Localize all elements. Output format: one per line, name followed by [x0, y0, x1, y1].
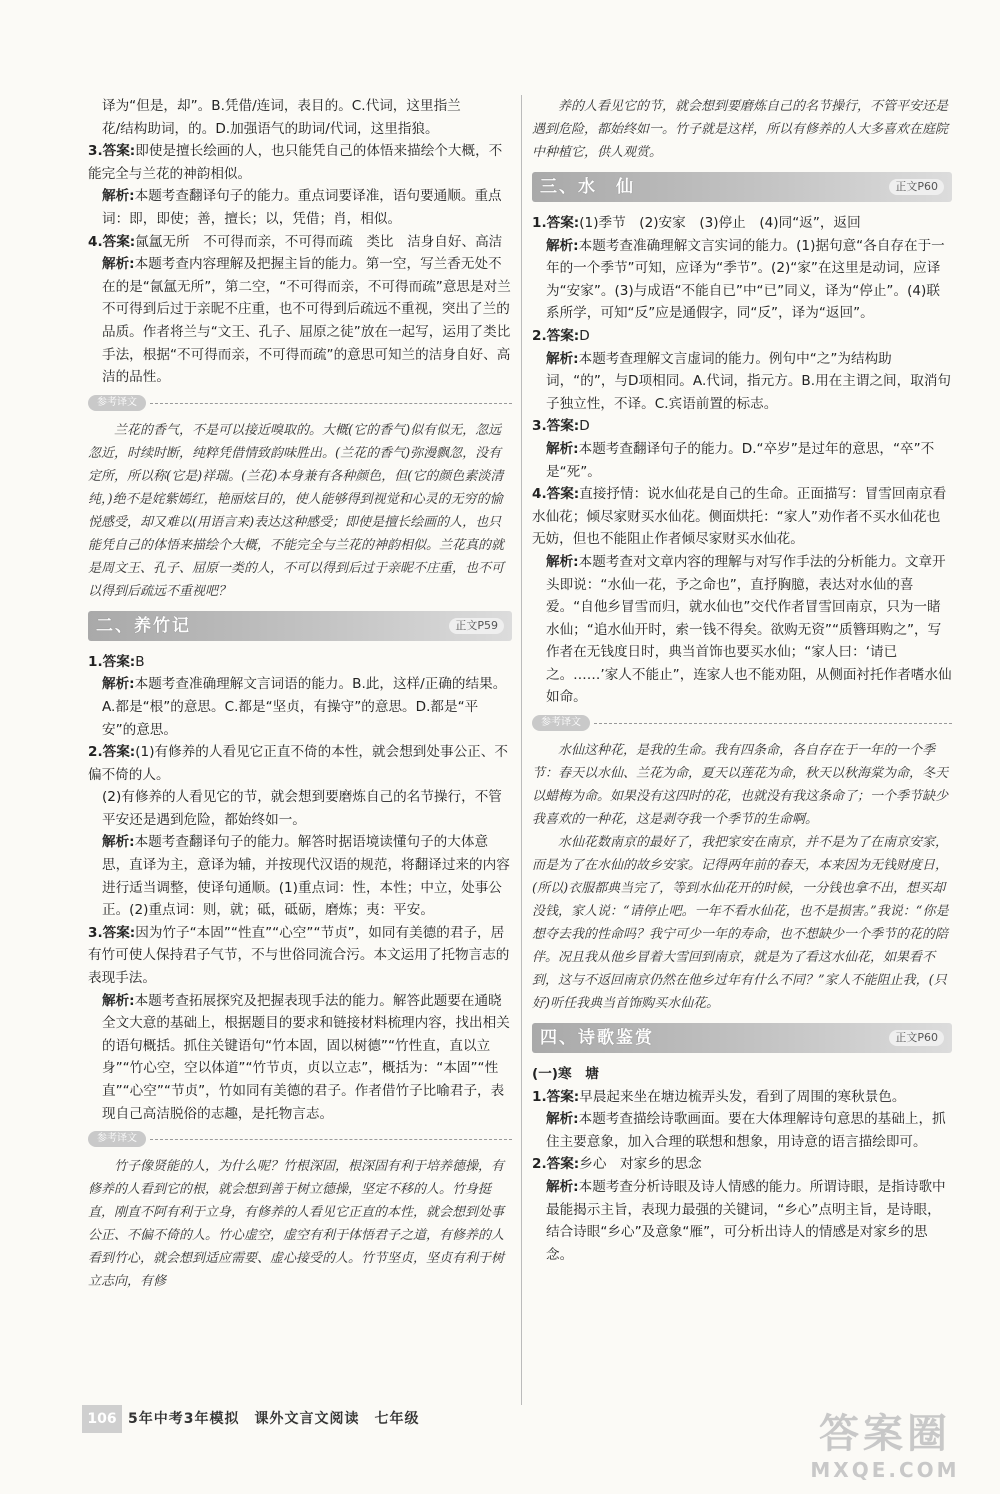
watermark-url: MXQE.COM	[810, 1458, 960, 1482]
s3-question-3: 3.答案:D	[532, 418, 590, 435]
s3-question-1: 1.答案:(1)季节 (2)安家 (3)停止 (4)同“返”，返回	[532, 215, 861, 231]
left-column	[88, 95, 512, 1293]
translation-text-2: 竹子像贤能的人，为什么呢？竹根深固，根深固有利于培养德操，有修养的人看到它的根，就会想到善于树立德操，坚定不移的人。竹身挺直，刚直不阿有利于立身，有修养的人看见它正直的本性，就会想到处事公正、不偏不倚的人。竹心虚空，虚空有利于体悟君子之道，有修养的人看到竹心，就会想到适应需要、虚心接受的人。竹节坚贞，坚贞有利于树立志向，有修	[88, 1159, 505, 1290]
section-title: 四、诗歌鉴赏	[540, 1028, 654, 1049]
analysis-4: 解析:本题考查内容理解及把握主旨的能力。第一空，写兰香无处不在的是“氤氲无所”，第二空，“不可得而亲，不可得而疏”意思是对兰不可得到后过于亲昵不庄重，也不可得到后疏远不重视，突出了兰的品质。作者将兰与“文王、孔子、屈原之徒”放在一起写，运用了类比手法，根据“不可得而亲，不可得而疏”的意思可知兰的洁身自好、高洁的品性。	[102, 256, 511, 386]
s3-analysis-3: 解析:本题考查翻译句子的能力。D.“卒岁”是过年的意思，“卒”不是“死”。	[546, 440, 935, 480]
s2-analysis-3: 解析:本题考查拓展探究及把握表现手法的能力。解答此题要在通晓全文大意的基础上，根据题目的要求和链接材料梳理内容，找出相关的语句概括。抓住关键语句“竹本固，固以树德”“竹性直，直以立身”“竹心空，空以体道”“竹节贞，贞以立志”，概括为：“本固”“性直”“心空”“节贞”，竹如同有美德的君子。作者借竹子比喻君子，表现自己高洁脱俗的志趣，是托物言志。	[102, 992, 510, 1122]
section-header-4	[532, 1023, 952, 1053]
top-line-1: 译为“但是，却”。B.凭借/连词，表目的。C.代词，这里指兰	[102, 98, 461, 114]
watermark-text: 答案圈	[819, 1411, 951, 1457]
section-header-3	[532, 172, 952, 202]
section-ref: 正文P59	[449, 618, 504, 634]
translation-badge: 参考译文	[88, 395, 146, 411]
translation-text: 兰花的香气，不是可以接近嗅取的。大概(它的香气)似有似无，忽远忽近，时续时断，纯粹凭借情致韵味胜出。(兰花的香气)弥漫飘忽，没有定所，所以称(它是)祥瑞。(兰花)本身兼有各种颜色，但(它的颜色素淡清纯，)绝不是姹紫嫣红，艳丽炫目的，使人能够得到视觉和心灵的无穷的愉悦感受，却又难以(用语言来)表达这种感受；即使是擅长绘画的人，也只能凭自己的体悟来描绘个大概，不能完全与兰花的神韵相似。兰花真的就是周文王、孔子、屈原一类的人，不可以得到后过于亲昵不庄重，也不可以得到后疏远不重视吧？	[88, 422, 505, 599]
section-title: 二、养竹记	[96, 615, 191, 636]
s3-analysis-2: 解析:本题考查理解文言虚词的能力。例句中“之”为结构助词，“的”，与D项相同。A.代词，指元方。B.用在主谓之间，取消句子独立性，不译。C.宾语前置的标志。	[546, 350, 952, 412]
s3-analysis-4: 解析:本题考查对文章内容的理解与对写作手法的分析能力。文章开头即说：“水仙一花，予之命也”，直抒胸臆，表达对水仙的喜爱。“自他乡冒雪而归，就水仙也”交代作者冒雪回南京，只为一睹水仙；“追水仙开时，索一钱不得矣。欲购无资”“质簪珥购之”，写作者在无钱度日时，典当首饰也要买水仙；“家人曰：‘请已之。……’家人不能止”，连家人也不能劝阻，从侧面衬托作者嗜水仙如命。	[546, 553, 952, 706]
translation-header	[88, 395, 512, 413]
section-ref: 正文P60	[889, 179, 944, 195]
s2-analysis-2: 解析:本题考查翻译句子的能力。解答时据语境读懂句子的大体意思，直译为主，意译为辅，并按现代汉语的规范，将翻译过来的内容进行适当调整，使译句通顺。(1)重点词：性，本性；中立，处事公正。(2)重点词：则，就；砥，砥砺，磨炼；夷：平安。	[102, 834, 510, 919]
right-column	[532, 95, 952, 1266]
question-4: 4.答案:氤氲无所 不可得而亲，不可得而疏 类比 洁身自好、高洁	[88, 233, 503, 250]
s2-question-1: 1.答案:B	[88, 653, 145, 670]
section-ref: 正文P60	[889, 1030, 944, 1046]
translation-text-3b: 水仙花数南京的最好了，我把家安在南京，并不是为了在南京安家，而是为了在水仙的故乡安家。记得两年前的春天，本来因为无钱财度日，(所以)衣服都典当完了，等到水仙花开的时候，一分钱也拿不出，想买却没钱，家人说：“请停止吧。一年不看水仙花，也不是损害。”我说：“你是想夺去我的性命吗？我宁可少一年的寿命，也不想缺少一个季节的花的陪伴。况且我从他乡冒着大雪回到南京，就是为了看这水仙花，如果看不到，这与不返回南京仍然在他乡过年有什么不同？”家人不能阻止我，(只好)听任我典当首饰购买水仙花。	[532, 835, 949, 1012]
question-3: 3.答案:即使是擅长绘画的人，也只能凭自己的体悟来描绘个大概，不能完全与兰花的神韵相似。	[88, 143, 503, 182]
translation-header-2	[88, 1131, 512, 1149]
analysis-3: 解析:本题考查翻译句子的能力。重点词要译准，语句要通顺。重点词：即，即使；善，擅长；以，凭借；肖，相似。	[102, 188, 502, 227]
translation-text-3a: 水仙这种花，是我的生命。我有四条命，各自存在于一年的一个季节：春天以水仙、兰花为命，夏天以莲花为命，秋天以秋海棠为命，冬天以蜡梅为命。如果没有这四时的花，也就没有我这条命了；一个季节缺少我喜欢的一种花，这是剥夺我一个季节的生命啊。	[532, 743, 949, 828]
section-title: 三、水 仙	[540, 177, 635, 197]
s3-question-2: 2.答案:D	[532, 327, 590, 344]
s2-question-2: 2.答案:(1)有修养的人看见它正直不倚的本性，就会想到处事公正、不偏不倚的人。	[88, 744, 508, 783]
s2-answer-2b: (2)有修养的人看见它的节，就会想到要磨炼自己的名节操行，不管平安还是遇到危险，都始终如一。	[102, 789, 502, 828]
book-title: 5年中考3年模拟 课外文言文阅读 七年级	[128, 1411, 420, 1427]
s2-analysis-1: 解析:本题考查准确理解文言词语的能力。B.此，这样/正确的结果。A.都是“根”的意思。C.都是“坚贞，有操守”的意思。D.都是“平安”的意思。	[102, 676, 507, 738]
subsection-title: (一)寒 塘	[532, 1066, 599, 1083]
translation-continued: 养的人看见它的节，就会想到要磨炼自己的名节操行，不管平安还是遇到危险，都始终如一。竹子就是这样，所以有修养的人大多喜欢在庭院中种植它，供人观赏。	[532, 99, 949, 160]
translation-header-3	[532, 715, 952, 733]
s2-question-3: 3.答案:因为竹子“本固”“性直”“心空”“节贞”，如同有美德的君子，居有竹可使人保持君子气节，不与世俗同流合污。本文运用了托物言志的表现手法。	[88, 924, 510, 987]
s4-analysis-2: 解析:本题考查分析诗眼及诗人情感的能力。所谓诗眼，是指诗歌中最能揭示主旨，表现力最强的关键词，“乡心”点明主旨，是诗眼，结合诗眼“乡心”及意象“雁”，可分析出诗人的情感是对家乡的思念。	[546, 1179, 946, 1263]
watermark-logo	[790, 1410, 980, 1490]
translation-badge: 参考译文	[532, 715, 590, 731]
s3-analysis-1: 解析:本题考查准确理解文言实词的能力。(1)据句意“各自存在于一年的一个季节”可知，应译为“季节”。(2)“家”在这里是动词，应译为“安家”。(3)与成语“不能自已”中“已”同义，译为“停止”。(4)联系所学，可知“反”应是通假字，同“反”，译为“返回”。	[546, 237, 945, 322]
answer-text: 即使是擅长绘画的人，也只能凭自己的体悟来描绘个大概，不能完全与兰花的神韵相似。	[88, 143, 503, 182]
answer-label: 答案:	[102, 143, 136, 160]
section-header-2	[88, 611, 512, 641]
s4-question-2: 2.答案:乡心 对家乡的思念	[532, 1156, 702, 1173]
translation-badge: 参考译文	[88, 1131, 146, 1147]
top-line-2: 花/结构助词，的。D.加强语气的助词/代词，这里指狼。	[102, 120, 439, 137]
column-divider	[521, 95, 522, 1405]
s4-analysis-1: 解析:本题考查描绘诗歌画面。要在大体理解诗句意思的基础上，抓住主要意象，加入合理的联想和想象，用诗意的语言描绘即可。	[546, 1111, 946, 1150]
s3-question-4: 4.答案:直接抒情：说水仙花是自己的生命。正面描写：冒雪回南京看水仙花；倾尽家财买水仙花。侧面烘托：“家人”劝作者不买水仙花也无妨，但也不能阻止作者倾尽家财买水仙花。	[532, 486, 947, 548]
s4-question-1: 1.答案:早晨起来坐在塘边梳弄头发，看到了周围的寒秋景色。	[532, 1088, 906, 1105]
page-number: 106	[82, 1405, 122, 1433]
